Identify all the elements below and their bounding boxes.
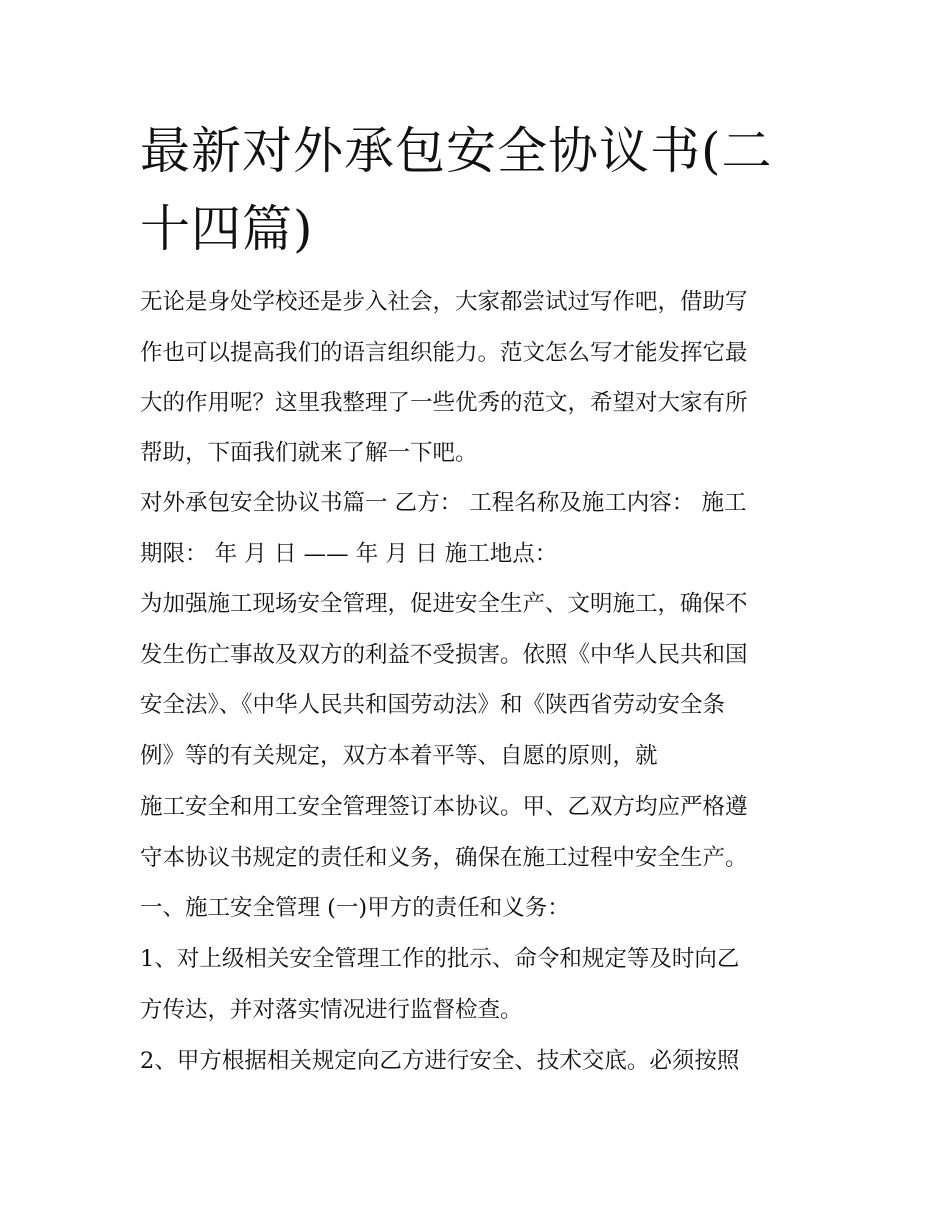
body-line: 期限： 年 月 日 —— 年 月 日 施工地点： xyxy=(140,541,558,567)
body-line: 施工安全和用工安全管理签订本协议。甲、乙双方均应严格遵 xyxy=(140,794,748,820)
body-line: 例》等的有关规定，双方本着平等、自愿的原则，就 xyxy=(140,743,658,769)
body-line: 帮助，下面我们就来了解一下吧。 xyxy=(140,440,478,466)
body-line: 对外承包安全协议书篇一 乙方： 工程名称及施工内容： 施工 xyxy=(140,490,747,516)
body-line: 2、甲方根据相关规定向乙方进行安全、技术交底。必须按照 xyxy=(140,1048,740,1074)
body-line: 无论是身处学校还是步入社会，大家都尝试过写作吧，借助写 xyxy=(140,289,748,315)
body-line: 一、施工安全管理 (一)甲方的责任和义务： xyxy=(140,895,570,921)
body-line: 1、对上级相关安全管理工作的批示、命令和规定等及时向乙 xyxy=(140,946,740,972)
body-line: 大的作用呢？这里我整理了一些优秀的范文，希望对大家有所 xyxy=(140,390,748,416)
document-title: 最新对外承包安全协议书(二十四篇) xyxy=(140,122,773,258)
body-line: 守本协议书规定的责任和义务，确保在施工过程中安全生产。 xyxy=(140,845,748,871)
body-line: 方传达，并对落实情况进行监督检查。 xyxy=(140,997,523,1023)
body-line: 作也可以提高我们的语言组织能力。范文怎么写才能发挥它最 xyxy=(140,340,748,366)
body-line: 安全法》、《中华人民共和国劳动法》和《陕西省劳动安全条 xyxy=(140,692,726,718)
body-line: 发生伤亡事故及双方的利益不受损害。依照《中华人民共和国 xyxy=(140,642,748,668)
body-line: 为加强施工现场安全管理，促进安全生产、文明施工，确保不 xyxy=(140,591,748,617)
